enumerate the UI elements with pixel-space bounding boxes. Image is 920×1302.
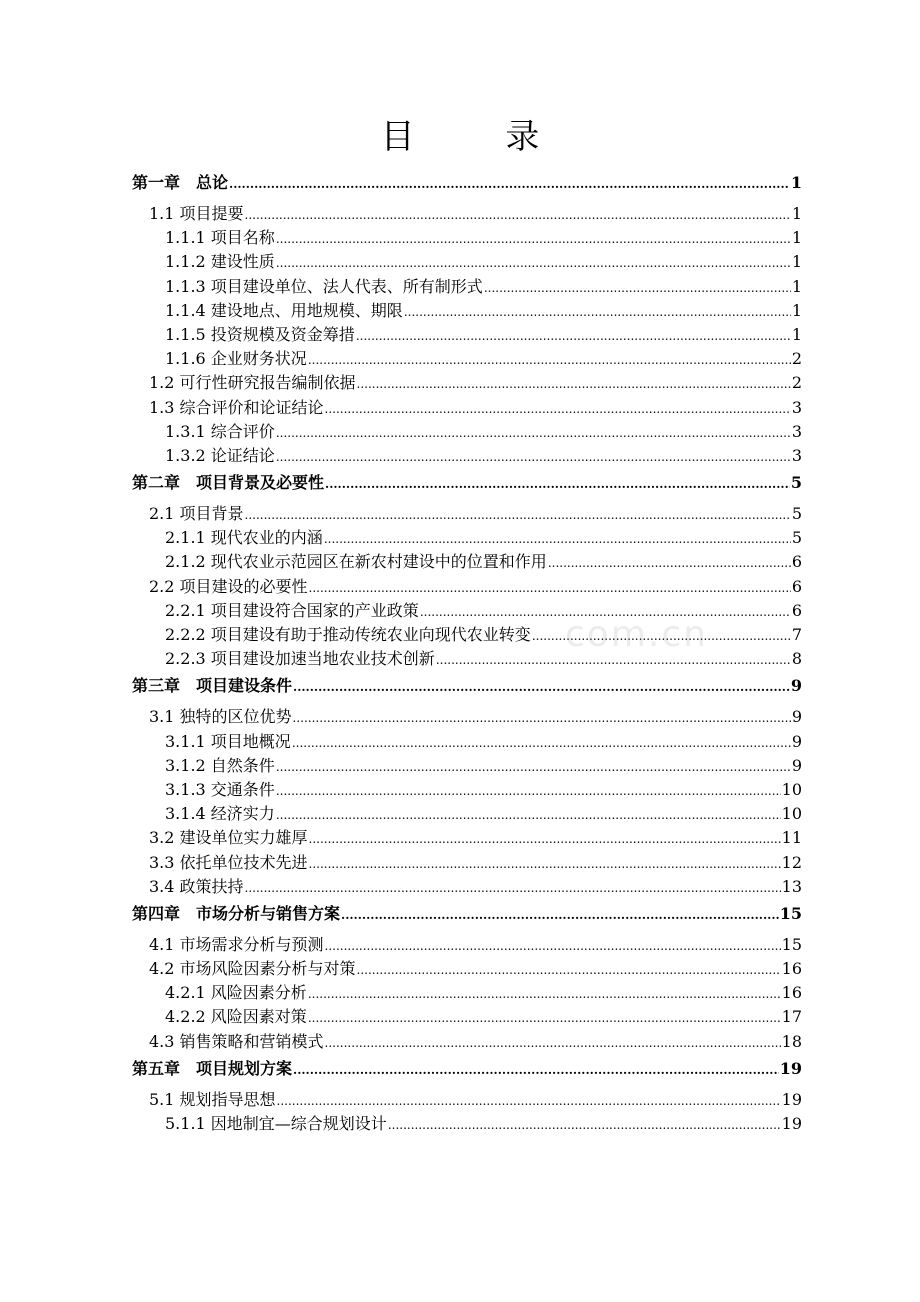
toc-leader-dots — [484, 276, 791, 300]
toc-entry[interactable] — [132, 526, 802, 550]
toc-entry-page: 6 — [791, 576, 802, 596]
toc-entry-page: 6 — [791, 600, 802, 620]
toc-entry-label: 1.3 综合评价和论证结论 — [149, 397, 324, 417]
table-of-contents — [132, 168, 802, 1136]
toc-entry-label: 第一章 总论 — [132, 173, 229, 192]
toc-entry-page: 19 — [781, 1089, 802, 1109]
toc-entry-label: 第二章 项目背景及必要性 — [132, 473, 325, 493]
toc-entry[interactable] — [132, 468, 802, 502]
toc-leader-dots — [532, 624, 791, 648]
toc-leader-dots — [245, 203, 791, 227]
toc-entry-label: 3.3 依托单位技术先进 — [149, 852, 308, 872]
toc-leader-dots — [404, 300, 791, 324]
toc-entry-page: 1 — [791, 228, 802, 248]
toc-leader-dots — [357, 958, 781, 982]
toc-entry-label: 2.1.1 现代农业的内涵 — [165, 528, 323, 548]
toc-entry[interactable] — [132, 323, 802, 347]
toc-entry[interactable] — [132, 347, 802, 371]
toc-entry[interactable] — [132, 754, 802, 778]
toc-entry-page: 10 — [781, 804, 802, 824]
toc-leader-dots — [325, 1031, 781, 1055]
toc-entry[interactable] — [132, 899, 802, 933]
toc-leader-dots — [341, 900, 779, 930]
toc-entry-label: 第四章 市场分析与销售方案 — [132, 903, 341, 923]
toc-leader-dots — [308, 1006, 781, 1030]
toc-entry[interactable] — [132, 851, 802, 875]
toc-leader-dots — [309, 852, 781, 876]
toc-entry-page: 16 — [781, 983, 802, 1003]
toc-entry[interactable] — [132, 647, 802, 671]
toc-leader-dots — [276, 803, 781, 827]
toc-entry-page: 18 — [781, 1031, 802, 1051]
toc-entry-label: 第五章 项目规划方案 — [132, 1058, 293, 1078]
toc-entry-label: 2.1.2 现代农业示范园区在新农村建设中的位置和作用 — [165, 552, 547, 572]
toc-entry[interactable] — [132, 623, 802, 647]
toc-entry-page: 5 — [791, 528, 802, 548]
toc-entry-label: 1.1.6 企业财务状况 — [165, 349, 307, 369]
toc-leader-dots — [245, 876, 781, 900]
toc-entry-label: 1.3.2 论证结论 — [165, 445, 275, 465]
toc-leader-dots — [309, 827, 781, 851]
toc-entry[interactable] — [132, 1112, 802, 1136]
toc-entry[interactable] — [132, 575, 802, 599]
toc-entry-page: 11 — [781, 828, 802, 848]
toc-leader-dots — [324, 527, 791, 551]
toc-entry-label: 3.1.1 项目地概况 — [165, 731, 291, 751]
toc-entry-label: 4.2.2 风险因素对策 — [165, 1007, 307, 1027]
watermark: com.cn — [565, 614, 708, 655]
toc-entry[interactable] — [132, 802, 802, 826]
toc-entry-label: 5.1.1 因地制宜—综合规划设计 — [165, 1114, 387, 1133]
toc-leader-dots — [229, 169, 790, 199]
toc-entry-label: 4.3 销售策略和营销模式 — [149, 1031, 324, 1051]
toc-entry[interactable] — [132, 299, 802, 323]
toc-leader-dots — [245, 503, 791, 527]
toc-entry-label: 1.2 可行性研究报告编制依据 — [149, 373, 356, 393]
toc-leader-dots — [388, 1113, 781, 1137]
toc-leader-dots — [436, 648, 791, 672]
toc-entry[interactable] — [132, 705, 802, 729]
toc-leader-dots — [548, 551, 791, 575]
toc-entry-label: 1.1.2 建设性质 — [165, 252, 275, 272]
toc-entry-label: 5.1 规划指导思想 — [149, 1089, 276, 1109]
toc-entry-page: 2 — [791, 349, 802, 369]
toc-entry-label: 3.1.2 自然条件 — [165, 755, 275, 775]
toc-leader-dots — [276, 779, 781, 803]
toc-entry[interactable] — [132, 371, 802, 395]
toc-leader-dots — [276, 421, 791, 445]
toc-entry-label: 第三章 项目建设条件 — [132, 676, 293, 696]
toc-entry-page: 8 — [791, 649, 802, 669]
toc-entry-page: 15 — [781, 934, 802, 954]
toc-entry-label: 3.1.4 经济实力 — [165, 804, 275, 824]
toc-entry[interactable] — [132, 168, 802, 202]
toc-entry-label: 2.1 项目背景 — [149, 504, 244, 524]
toc-entry[interactable] — [132, 981, 802, 1005]
toc-entry-page: 3 — [791, 421, 802, 441]
toc-leader-dots — [276, 251, 791, 275]
toc-leader-dots — [293, 1055, 779, 1085]
toc-entry[interactable] — [132, 599, 802, 623]
toc-entry-page: 9 — [791, 707, 802, 727]
toc-entry[interactable] — [132, 730, 802, 754]
toc-entry-page: 6 — [791, 552, 802, 572]
toc-entry-label: 2.2.1 项目建设符合国家的产业政策 — [165, 600, 419, 620]
toc-entry[interactable] — [132, 444, 802, 468]
toc-leader-dots — [325, 934, 781, 958]
toc-entry-page: 12 — [781, 852, 802, 872]
toc-entry[interactable] — [132, 778, 802, 802]
toc-entry-page: 7 — [791, 625, 802, 644]
toc-leader-dots — [276, 445, 791, 469]
page-title: 目 录 — [380, 117, 580, 157]
toc-leader-dots — [293, 672, 790, 702]
toc-entry-label: 1.1.5 投资规模及资金筹措 — [165, 324, 355, 344]
toc-entry-label: 3.2 建设单位实力雄厚 — [149, 828, 308, 848]
toc-entry-label: 2.2.2 项目建设有助于推动传统农业向现代农业转变 — [165, 625, 531, 644]
toc-leader-dots — [325, 469, 790, 499]
toc-entry-page: 1 — [790, 173, 802, 192]
toc-entry-page: 9 — [791, 731, 802, 751]
toc-entry[interactable] — [132, 226, 802, 250]
toc-entry-label: 1.3.1 综合评价 — [165, 421, 275, 441]
toc-entry[interactable] — [132, 502, 802, 526]
toc-entry-label: 3.1 独特的区位优势 — [149, 707, 292, 727]
toc-entry[interactable] — [132, 957, 802, 981]
toc-entry-label: 4.1 市场需求分析与预测 — [149, 934, 324, 954]
toc-leader-dots — [292, 731, 791, 755]
toc-entry-page: 15 — [779, 903, 802, 923]
toc-entry[interactable] — [132, 202, 802, 226]
toc-entry[interactable] — [132, 1030, 802, 1054]
toc-entry-page: 5 — [791, 504, 802, 524]
toc-entry[interactable] — [132, 1054, 802, 1088]
toc-entry-page: 3 — [791, 397, 802, 417]
toc-entry[interactable] — [132, 250, 802, 274]
toc-entry-page: 1 — [791, 300, 802, 320]
toc-entry-page: 9 — [790, 676, 802, 696]
toc-leader-dots — [356, 324, 791, 348]
toc-entry-label: 1.1.1 项目名称 — [165, 228, 275, 248]
toc-entry-label: 1.1.4 建设地点、用地规模、期限 — [165, 300, 403, 320]
toc-entry-label: 4.2.1 风险因素分析 — [165, 983, 307, 1003]
toc-entry-page: 10 — [781, 779, 802, 799]
toc-entry-page: 1 — [791, 252, 802, 272]
toc-entry-label: 2.2 项目建设的必要性 — [149, 576, 308, 596]
toc-entry-label: 2.2.3 项目建设加速当地农业技术创新 — [165, 649, 435, 669]
toc-entry-page: 17 — [781, 1007, 802, 1027]
toc-leader-dots — [420, 600, 791, 624]
toc-leader-dots — [357, 372, 791, 396]
toc-entry[interactable] — [132, 550, 802, 574]
toc-leader-dots — [276, 227, 791, 251]
toc-entry[interactable] — [132, 671, 802, 705]
toc-entry-page: 19 — [781, 1114, 802, 1133]
toc-entry[interactable] — [132, 1088, 802, 1112]
toc-entry-page: 13 — [781, 876, 802, 896]
toc-entry-page: 3 — [791, 445, 802, 465]
toc-entry-label: 1.1 项目提要 — [149, 204, 244, 223]
toc-entry-label: 1.1.3 项目建设单位、法人代表、所有制形式 — [165, 276, 483, 296]
toc-leader-dots — [293, 706, 791, 730]
toc-entry-page: 1 — [791, 324, 802, 344]
toc-leader-dots — [309, 576, 791, 600]
toc-leader-dots — [308, 982, 781, 1006]
toc-leader-dots — [325, 397, 791, 421]
toc-entry[interactable] — [132, 396, 802, 420]
toc-leader-dots — [308, 348, 791, 372]
toc-entry-page: 2 — [791, 373, 802, 393]
toc-entry-page: 5 — [790, 473, 802, 493]
toc-leader-dots — [277, 1089, 781, 1113]
toc-entry-label: 3.1.3 交通条件 — [165, 779, 275, 799]
toc-entry-page: 9 — [791, 755, 802, 775]
toc-entry[interactable] — [132, 826, 802, 850]
toc-entry-page: 19 — [779, 1058, 802, 1078]
toc-entry[interactable] — [132, 875, 802, 899]
toc-entry-page: 1 — [791, 204, 802, 223]
toc-entry[interactable] — [132, 420, 802, 444]
toc-entry-page: 1 — [791, 276, 802, 296]
toc-leader-dots — [276, 755, 791, 779]
toc-entry-label: 4.2 市场风险因素分析与对策 — [149, 959, 356, 979]
toc-entry[interactable] — [132, 275, 802, 299]
toc-entry-label: 3.4 政策扶持 — [149, 876, 244, 896]
toc-entry-page: 16 — [781, 959, 802, 979]
toc-entry[interactable] — [132, 933, 802, 957]
toc-entry[interactable] — [132, 1005, 802, 1029]
